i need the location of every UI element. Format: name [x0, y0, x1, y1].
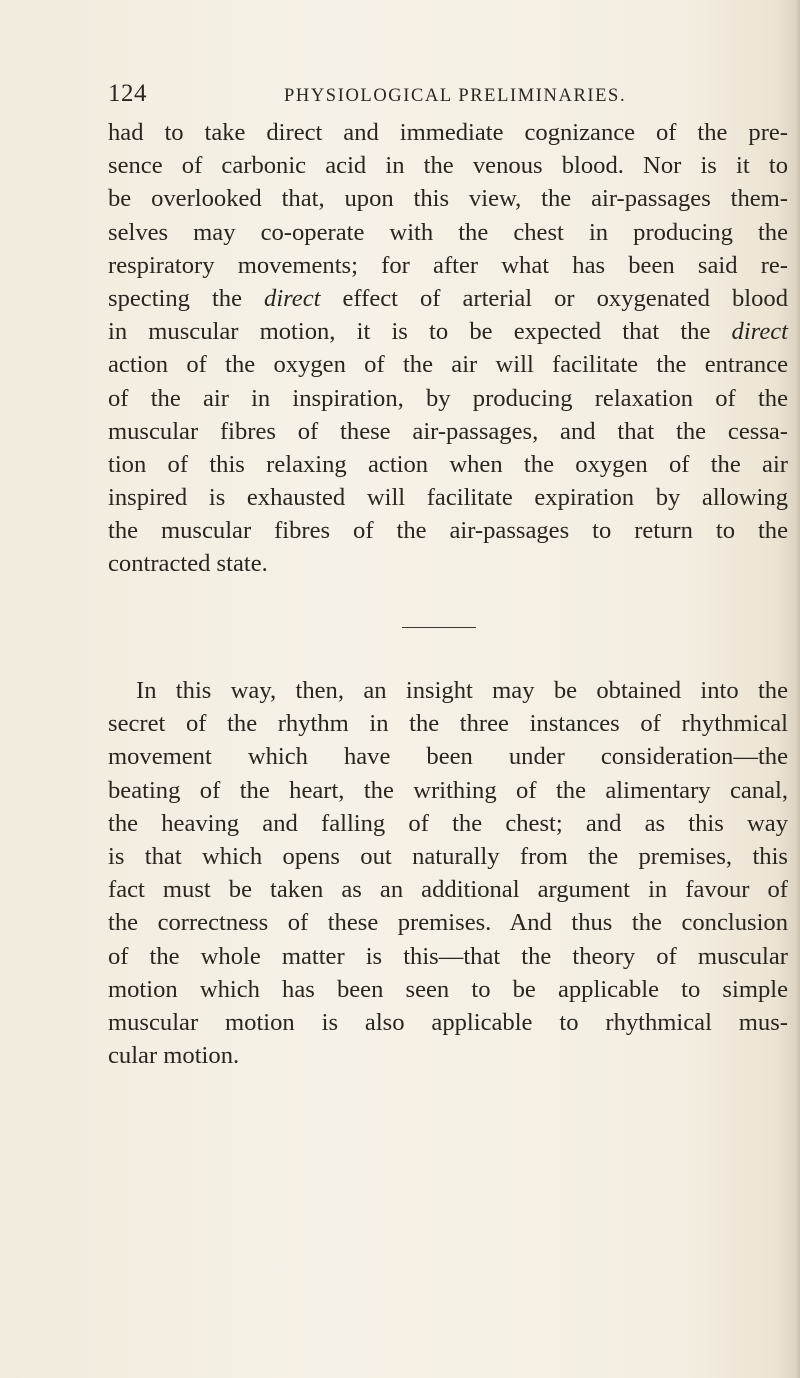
text-line: be overlooked that, upon this view, the air-passages them- — [108, 185, 788, 213]
page-header — [108, 80, 708, 116]
text-line — [108, 315, 788, 348]
text-line: of the air in inspiration, by producing relaxation of the — [108, 384, 788, 412]
text-line — [108, 282, 788, 315]
text-line: sence of carbonic acid in the venous blood. Nor is it to — [108, 152, 788, 180]
text-line: secret of the rhythm in the three instances of rhythmical — [108, 710, 788, 738]
text-run: in muscular motion, it is to be expected that the — [108, 318, 732, 346]
text-line: movement which have been under consideration—the — [108, 743, 788, 771]
text-line: contracted state. — [108, 550, 268, 578]
paragraph-2 — [108, 674, 788, 1072]
page-edge-shadow — [794, 0, 800, 1378]
text-line: respiratory movements; for after what has been said re- — [108, 251, 788, 279]
text-line: inspired is exhausted will facilitate expiration by allowing — [108, 484, 788, 512]
text-line: muscular fibres of these air-passages, and that the cessa- — [108, 417, 788, 445]
italic-word-direct: direct — [731, 318, 788, 346]
italic-word-direct: direct — [264, 284, 321, 312]
text-line: cular motion. — [108, 1042, 240, 1070]
paragraph-1 — [108, 116, 788, 581]
text-line: the correctness of these premises. And thus the conclusion — [108, 909, 788, 937]
text-line: action of the oxygen of the air will facilitate the entrance — [108, 351, 788, 379]
text-line: beating of the heart, the writhing of the alimentary canal, — [108, 776, 788, 804]
text-line: the muscular fibres of the air-passages to return to the — [108, 517, 788, 545]
text-line: is that which opens out naturally from the premises, this — [108, 842, 788, 870]
text-line: muscular motion is also applicable to rhythmical mus- — [108, 1008, 788, 1036]
text-line: of the whole matter is this—that the theory of muscular — [108, 942, 788, 970]
text-line: selves may co-operate with the chest in producing the — [108, 218, 788, 246]
text-run: effect of arterial or oxygenated blood — [320, 284, 788, 312]
text-run: specting the — [108, 284, 265, 312]
text-line: In this way, then, an insight may be obtained into the — [136, 677, 788, 704]
text-line: had to take direct and immediate cognizance of the pre- — [108, 119, 788, 146]
running-head: PHYSIOLOGICAL PRELIMINARIES. — [284, 86, 627, 106]
text-line: the heaving and falling of the chest; and as this way — [108, 809, 788, 837]
text-line: fact must be taken as an additional argument in favour of — [108, 876, 788, 904]
text-line: tion of this relaxing action when the oxygen of the air — [108, 450, 788, 478]
page-number: 124 — [108, 80, 147, 107]
section-divider — [402, 627, 476, 628]
text-line: motion which has been seen to be applicable to simple — [108, 975, 788, 1003]
